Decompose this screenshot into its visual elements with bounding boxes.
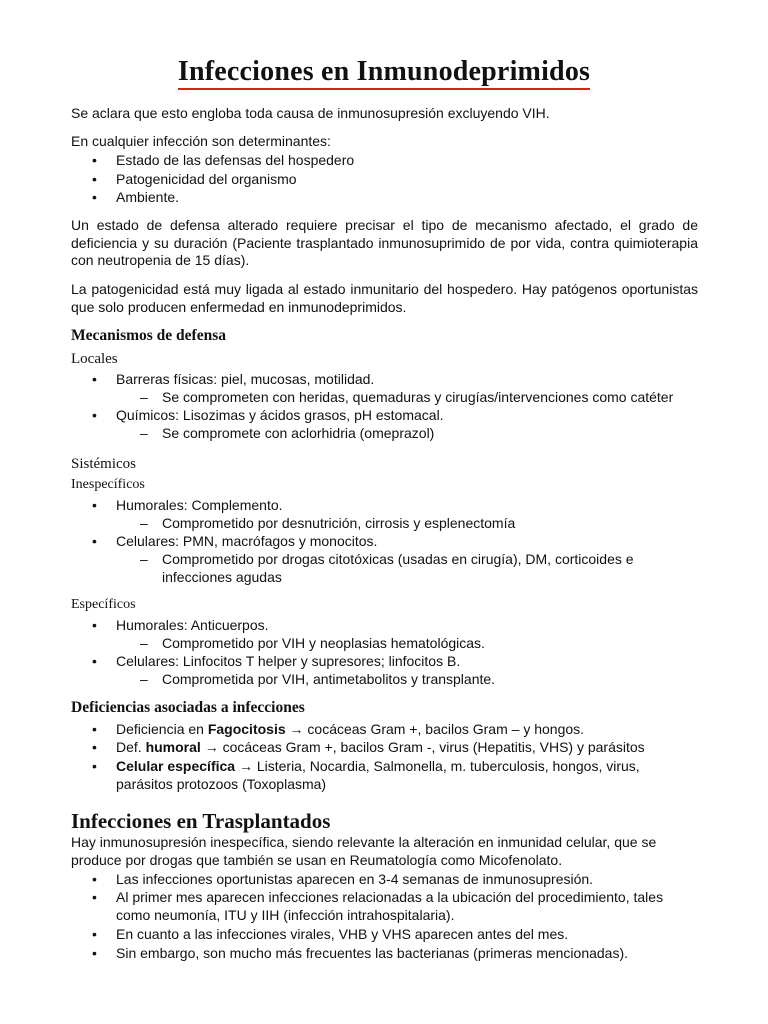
list-item: • Patogenicidad del organismo: [116, 171, 698, 189]
subheading-inespecificos: Inespecíficos: [71, 477, 145, 492]
section-heading-transplant: Infecciones en Trasplantados: [71, 809, 331, 833]
defense-paragraph: Un estado de defensa alterado requiere precisar el tipo de mecanismo afectado, el grado de deficiencia y su duración (Paciente trasplantado inmunosuprimido de por vida, contra quimioterapia con neutropenia de 15 días).: [71, 217, 698, 268]
list-item: • Humorales: Complemento.: [116, 497, 698, 515]
list-item: • Celulares: Linfocitos T helper y supresores; linfocitos B.: [116, 653, 698, 671]
transplant-paragraph: Hay inmunosupresión inespecífica, siendo relevante la alteración en inmunidad celular, que se produce por drogas que también se usan en Reumatología como Micofenolato.: [71, 834, 657, 868]
sub-item: – Comprometido por VIH y neoplasias hematológicas.: [162, 635, 698, 653]
list-item: • Estado de las defensas del hospedero: [116, 152, 698, 170]
sub-item: – Comprometido por drogas citotóxicas (usadas en cirugía), DM, corticoides e infecciones agudas: [162, 551, 698, 586]
section-heading-deficiencies: Deficiencias asociadas a infecciones: [71, 699, 305, 716]
sub-item: – Se comprometen con heridas, quemaduras y cirugías/intervenciones como catéter: [162, 389, 698, 407]
sub-item: – Se compromete con aclorhidria (omeprazol): [162, 425, 698, 443]
determinants-lead: En cualquier infección son determinantes:: [71, 133, 331, 149]
intro-paragraph: Se aclara que esto engloba toda causa de inmunosupresión excluyendo VIH.: [71, 105, 550, 121]
list-item: • Humorales: Anticuerpos.: [116, 617, 698, 635]
list-item: • Def. humoral → cocáceas Gram +, bacilos Gram -, virus (Hepatitis, VHS) y parásitos: [116, 739, 698, 757]
document-title: Infecciones en Inmunodeprimidos: [0, 56, 768, 88]
list-item: • Barreras físicas: piel, mucosas, motilidad.: [116, 371, 698, 389]
subheading-especificos: Específicos: [71, 597, 136, 612]
subheading-locales: Locales: [71, 351, 118, 367]
sub-item: – Comprometida por VIH, antimetabolitos y transplante.: [162, 671, 698, 689]
list-item: • Sin embargo, son mucho más frecuentes las bacterianas (primeras mencionadas).: [116, 945, 698, 963]
list-item: • Ambiente.: [116, 189, 698, 207]
list-item: • Al primer mes aparecen infecciones relacionadas a la ubicación del procedimiento, tales como neumonía, ITU y IIH (infección intrahospitalaria).: [116, 889, 698, 924]
list-item: • Deficiencia en Fagocitosis → cocáceas Gram +, bacilos Gram – y hongos.: [116, 721, 698, 739]
sub-item: – Comprometido por desnutrición, cirrosis y esplenectomía: [162, 515, 698, 533]
list-item: • Químicos: Lisozimas y ácidos grasos, pH estomacal.: [116, 407, 698, 425]
list-item: • Celular específica → Listeria, Nocardia, Salmonella, m. tuberculosis, hongos, virus, parásitos protozoos (Toxoplasma): [116, 758, 698, 793]
list-item: • Las infecciones oportunistas aparecen en 3-4 semanas de inmunosupresión.: [116, 871, 698, 889]
section-heading-mechanisms: Mecanismos de defensa: [71, 327, 226, 344]
subheading-sistemicos: Sistémicos: [71, 456, 137, 472]
list-item: • Celulares: PMN, macrófagos y monocitos.: [116, 533, 698, 551]
pathogenicity-paragraph: La patogenicidad está muy ligada al estado inmunitario del hospedero. Hay patógenos oportunistas que solo producen enfermedad en inmunodeprimidos.: [71, 281, 698, 315]
list-item: • En cuanto a las infecciones virales, VHB y VHS aparecen antes del mes.: [116, 926, 698, 944]
